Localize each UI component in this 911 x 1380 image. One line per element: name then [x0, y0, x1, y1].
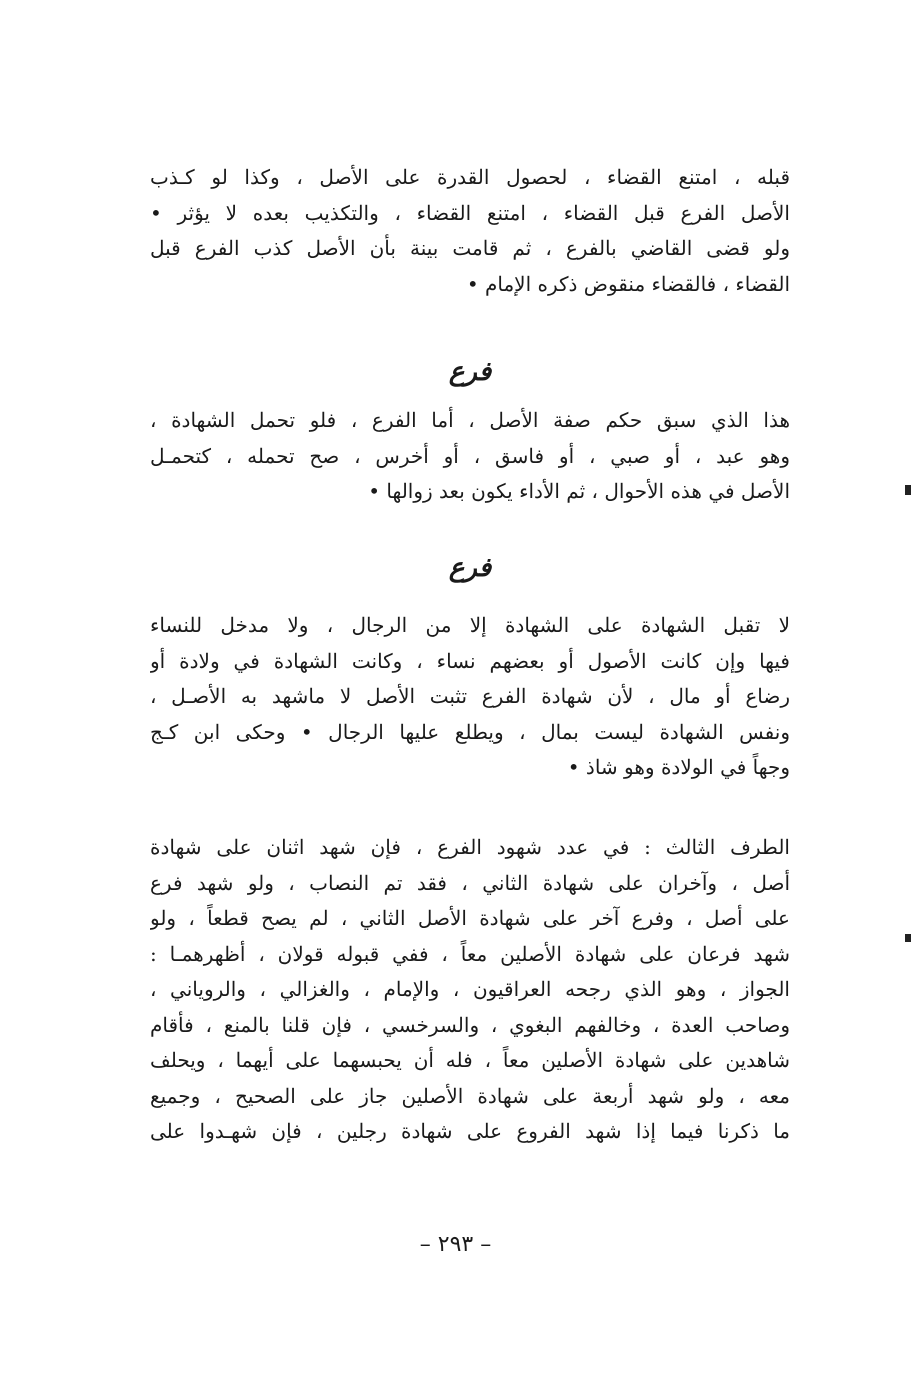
text-line: هذا الذي سبق حكم صفة الأصل ، أما الفرع ، فلو تحمل الشهادة ، [150, 408, 790, 432]
text-line: شاهدين على شهادة الأصلين معاً ، فله أن يحبسهما على أيهما ، ويحلف [150, 1048, 790, 1072]
text-line: القضاء ، فالقضاء منقوض ذكره الإمام • [466, 271, 790, 296]
text-line: قبله ، امتنع القضاء ، لحصول القدرة على الأصل ، وكذا لو كـذب [150, 165, 790, 189]
text-line: ولو قضى القاضي بالفرع ، ثم قامت بينة بأن الأصل كذب الفرع قبل [150, 236, 790, 260]
text-line: الطرف الثالث : في عدد شهود الفرع ، فإن شهد اثنان على شهادة [150, 835, 790, 859]
text-line: وصاحب العدة ، وخالفهم البغوي ، والسرخسي ، فإن قلنا بالمنع ، فأقام [150, 1012, 790, 1037]
heading-text: فرع [448, 357, 492, 387]
scan-edge-mark [905, 934, 911, 942]
text-line: شهد فرعان على شهادة الأصلين معاً ، ففي قبوله قولان ، أظهرهمـا : [150, 941, 790, 966]
section-heading-2 [150, 542, 790, 594]
paragraph-2 [150, 403, 790, 510]
text-line: رضاع أو مال ، لأن شهادة الفرع تثبت الأصل لا ماشهد به الأصـل ، [150, 684, 790, 708]
scan-edge-mark [905, 485, 911, 495]
paragraph-3 [150, 608, 790, 786]
text-line: ما ذكرنا فيما إذا شهد الفروع على شهادة رجلين ، فإن شهـدوا على [150, 1119, 790, 1143]
text-line: وهو عبد ، أو صبي ، أو فاسق ، أو أخرس ، صح تحمله ، كتحمـل [150, 443, 790, 468]
heading-text: فرع [448, 553, 492, 583]
text-line: معه ، ولو شهد أربعة على شهادة الأصلين جاز على الصحيح ، وجميع [150, 1083, 790, 1108]
text-line: ونفس الشهادة ليست بمال ، ويطلع عليها الرجال • وحكى ابن كـج [150, 719, 790, 744]
text-line: الأصل في هذه الأحوال ، ثم الأداء يكون بعد زوالها • [368, 479, 790, 503]
text-line: فيها وإن كانت الأصول أو بعضهم نساء ، وكانت الشهادة في ولادة أو [150, 648, 790, 673]
text-line: أصل ، وآخران على شهادة الثاني ، فقد تم النصاب ، ولو شهد فرع [150, 870, 790, 895]
paragraph-1 [150, 160, 790, 302]
text-line: وجهاً في الولادة وهو شاذ • [567, 755, 790, 779]
paragraph-4 [150, 830, 790, 1150]
page-number: – ٢٩٣ – [419, 1232, 492, 1257]
text-line: لا تقبل الشهادة على الشهادة إلا من الرجال ، ولا مدخل للنساء [150, 613, 790, 637]
text-line: الأصل الفرع قبل القضاء ، امتنع القضاء ، والتكذيب بعده لا يؤثر • [150, 200, 790, 225]
text-line: الجواز ، وهو الذي رجحه العراقيون ، والإمام ، والغزالي ، والروياني ، [150, 977, 790, 1001]
section-heading-1 [150, 346, 790, 398]
text-line: على أصل ، وفرع آخر على شهادة الأصل الثاني ، لم يصح قطعاً ، ولو [150, 906, 790, 930]
